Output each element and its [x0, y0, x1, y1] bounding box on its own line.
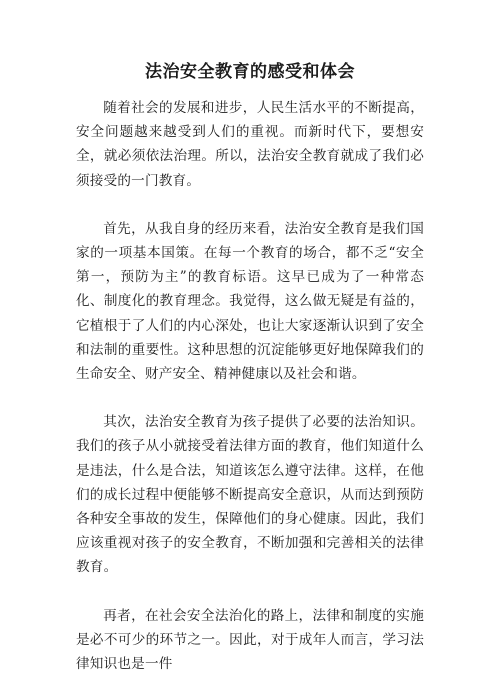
document-title: 法治安全教育的感受和体会 — [145, 62, 355, 82]
paragraph-intro: 随着社会的发展和进步，人民生活水平的不断提高，安全问题越来越受到人们的重视。而新时代下，要想安全，就必须依法治理。所以，法治安全教育就成了我们必须接受的一门教育。 — [76, 100, 424, 189]
paragraph-third: 再者，在社会安全法治化的路上，法律和制度的实施是必不可少的环节之一。因此，对于成年人而言，学习法律知识也是一件 — [76, 607, 424, 673]
paragraph-first: 首先，从我自身的经历来看，法治安全教育是我们国家的一项基本国策。在每一个教育的场合，都不乏“安全第一，预防为主”的教育标语。这早已成为了一种常态化、制度化的教育理念。我觉得，这么做无疑是有益的，它植根于了人们的内心深处，也让大家逐渐认识到了安全和法制的重要性。这种思想的沉淀能够更好地保障我们的生命安全、财产安全、精神健康以及社会和谐。 — [76, 220, 424, 383]
paragraph-second: 其次，法治安全教育为孩子提供了必要的法治知识。我们的孩子从小就接受着法律方面的教育，他们知道什么是违法，什么是合法，知道该怎么遵守法律。这样，在他们的成长过程中便能够不断提高安全意识，从而达到预防各种安全事故的发生，保障他们的身心健康。因此，我们应该重视对孩子的安全教育，不断加强和完善相关的法律教育。 — [76, 414, 424, 576]
